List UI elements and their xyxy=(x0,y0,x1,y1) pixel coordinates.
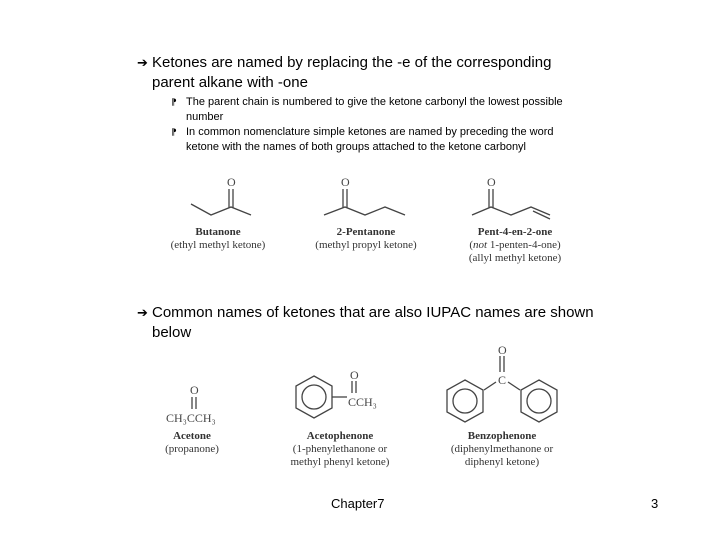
arrow-bullet-icon: ➔ xyxy=(137,56,148,71)
pent-4-en-2-one-name: Pent-4-en-2-one xyxy=(477,226,553,238)
oxygen-atom: O xyxy=(190,383,199,397)
oxygen-atom: O xyxy=(350,368,359,382)
subbullet-icon: ⁋ xyxy=(171,128,177,138)
pent-4-en-2-one-caption xyxy=(450,226,580,265)
acetone-formula: CH₃CCH₃ xyxy=(166,411,216,425)
butanone-structure xyxy=(185,174,260,224)
2-pentanone-alt-name: (methyl propyl ketone) xyxy=(315,239,417,251)
oxygen-atom: O xyxy=(487,175,496,189)
acetophenone-caption xyxy=(270,430,410,469)
acetophenone-structure xyxy=(284,366,394,436)
subbullet-line2: number xyxy=(186,111,224,123)
subbullet-icon: ⁋ xyxy=(171,98,177,108)
bullet-text-line1: Common names of ketones that are also IUPAC names are shown xyxy=(152,304,594,321)
bullet-text-line2: below xyxy=(152,324,192,341)
subbullet-common-nomenclature xyxy=(171,125,646,155)
acetone-alt-name: (propanone) xyxy=(165,443,219,455)
2-pentanone-structure xyxy=(318,174,413,224)
butanone-name: Butanone xyxy=(195,226,241,238)
benzophenone-alt-line2: diphenyl ketone) xyxy=(464,456,540,468)
oxygen-atom: O xyxy=(341,175,350,189)
bullet-ketone-naming xyxy=(137,53,551,92)
2-pentanone-name: 2-Pentanone xyxy=(336,226,396,238)
acetone-caption xyxy=(152,430,232,456)
acetophenone-alt-line2: methyl phenyl ketone) xyxy=(290,456,390,468)
butanone-alt-name: (ethyl methyl ketone) xyxy=(170,239,266,251)
butanone-caption xyxy=(158,226,278,252)
pent-4-en-2-one-common-name: (allyl methyl ketone) xyxy=(468,252,562,264)
benzophenone-name: Benzophenone xyxy=(467,430,537,442)
subbullet-line2: ketone with the names of both groups attached to the ketone carbonyl xyxy=(186,141,527,153)
bullet-common-iupac-names xyxy=(137,303,594,342)
acetophenone-alt-line1: (1-phenylethanone or xyxy=(292,443,388,455)
acetone-name: Acetone xyxy=(173,430,211,442)
oxygen-atom: O xyxy=(227,175,236,189)
arrow-bullet-icon: ➔ xyxy=(137,306,148,321)
bullet-text-line1: Ketones are named by replacing the -e of the corresponding xyxy=(152,54,552,71)
2-pentanone-caption xyxy=(300,226,432,252)
benzophenone-alt-line1: (diphenylmethanone or xyxy=(450,443,554,455)
carbonyl-carbon: C xyxy=(498,373,507,387)
page-number: 3 xyxy=(651,496,659,511)
acetophenone-name: Acetophenone xyxy=(306,430,374,442)
subbullet-numbering xyxy=(171,95,646,125)
pent-4-en-2-one-structure xyxy=(470,174,560,224)
subbullet-line1: In common nomenclature simple ketones are named by preceding the word xyxy=(186,126,554,138)
benzophenone-structure xyxy=(440,342,570,432)
acetone-structure xyxy=(165,382,225,427)
subbullet-line1: The parent chain is numbered to give the ketone carbonyl the lowest possible xyxy=(186,96,563,108)
pent-4-en-2-one-alt-name: (not 1-penten-4-one) xyxy=(469,239,561,251)
footer-chapter-label: Chapter7 xyxy=(331,496,385,511)
acetophenone-group: CCH₃ xyxy=(348,395,377,409)
oxygen-atom: O xyxy=(498,343,507,357)
benzophenone-caption xyxy=(432,430,572,469)
bullet-text-line2: parent alkane with -one xyxy=(152,74,308,91)
